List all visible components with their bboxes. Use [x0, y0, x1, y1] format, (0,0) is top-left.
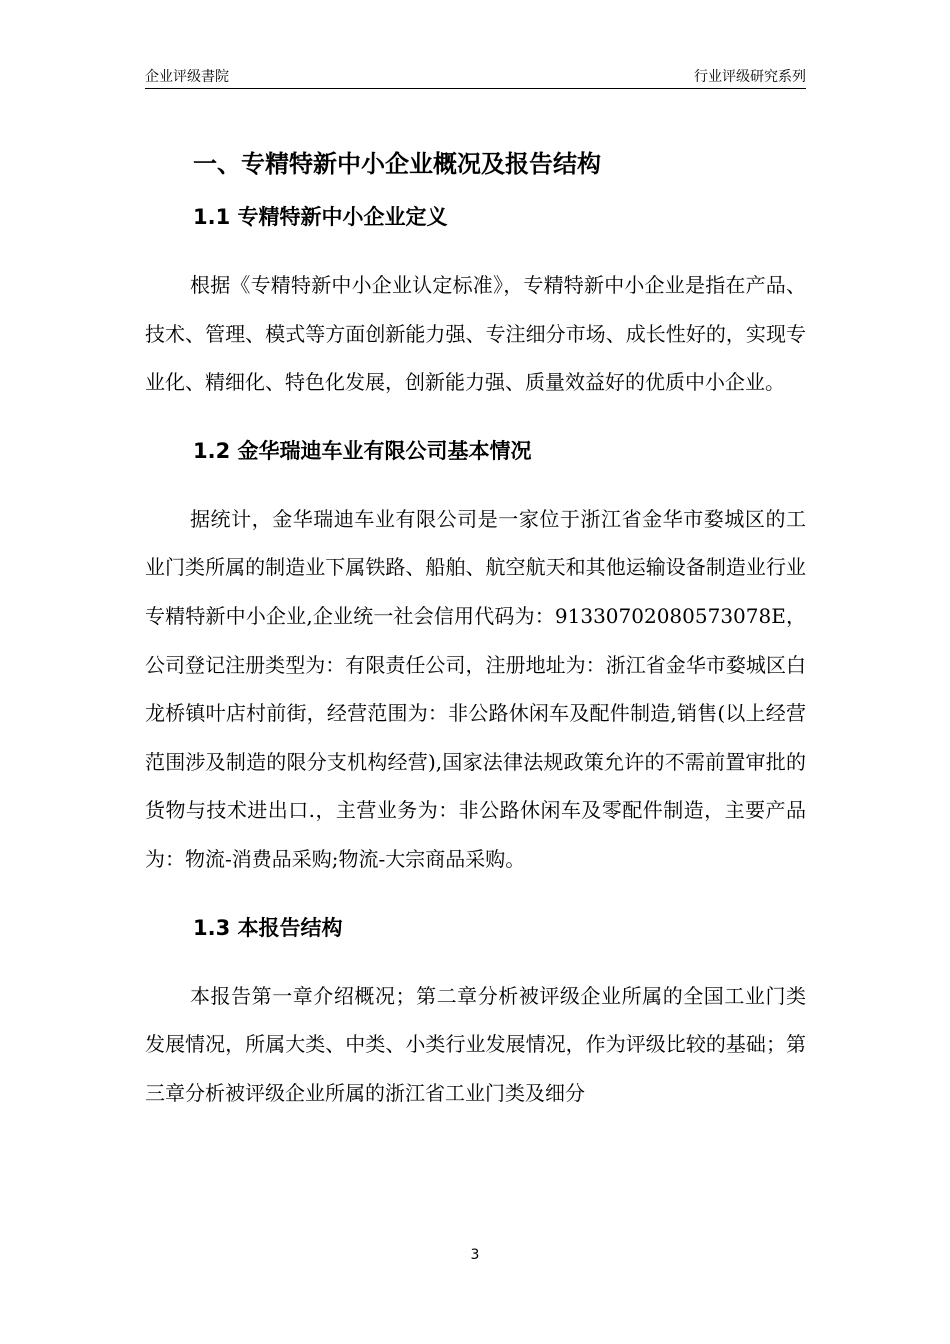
section-paragraph-1-3: 本报告第一章介绍概况；第二章分析被评级企业所属的全国工业门类发展情况，所属大类、中类、小类行业发展情况，作为评级比较的基础；第三章分析被评级企业所属的浙江省工业门类及细分 [145, 983, 806, 1105]
header-left-text: 企业评级書院 [145, 69, 229, 85]
page-number: 3 [470, 1247, 480, 1263]
page-header [145, 66, 806, 88]
header-right-text: 行业评级研究系列 [694, 69, 806, 85]
section-heading-1-1: 1.1 专精特新中小企业定义 [193, 205, 448, 229]
page-body [145, 140, 806, 1141]
section-paragraph-1-2: 据统计，金华瑞迪车业有限公司是一家位于浙江省金华市婺城区的工业门类所属的制造业下属铁路、船舶、航空航天和其他运输设备制造业行业专精特新中小企业,企业统一社会信用代码为：91330702080573078E，公司登记注册类型为：有限责任公司，注册地址为：浙江省金华市婺城区白龙桥镇叶店村前街，经营范围为：非公路休闲车及配件制造,销售(以上经营范围涉及制造的限分支机构经营),国家法律法规政策允许的不需前置审批的货物与技术进出口.，主营业务为：非公路休闲车及零配件制造，主要产品为：物流-消费品采购;物流-大宗商品采购。 [145, 506, 806, 871]
section-heading-1-2: 1.2 金华瑞迪车业有限公司基本情况 [193, 438, 532, 463]
chapter-title: 一、专精特新中小企业概况及报告结构 [193, 150, 601, 178]
section-paragraph-1-1: 根据《专精特新中小企业认定标准》，专精特新中小企业是指在产品、技术、管理、模式等方面创新能力强、专注细分市场、成长性好的，实现专业化、精细化、特色化发展，创新能力强、质量效益好的优质中小企业。 [145, 273, 806, 395]
section-heading-1-3: 1.3 本报告结构 [193, 915, 343, 940]
header-divider [145, 88, 806, 89]
